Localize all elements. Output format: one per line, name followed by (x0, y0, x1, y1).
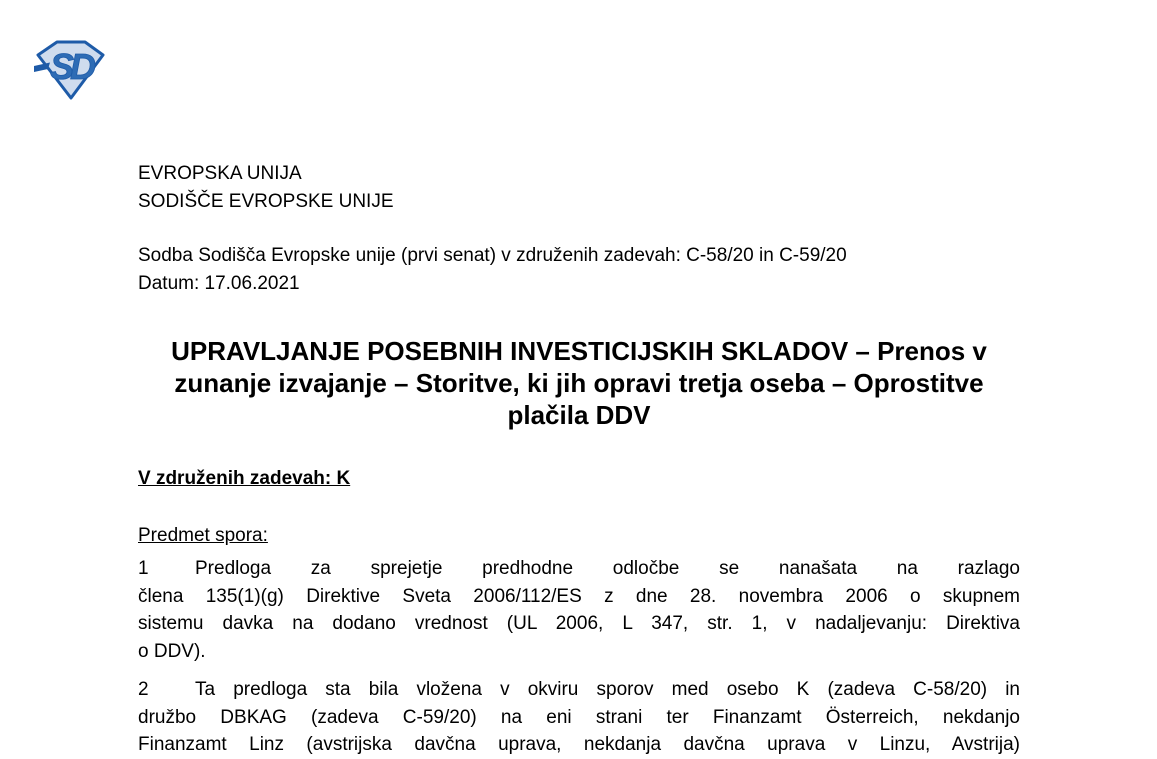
judgment-reference-line: Sodba Sodišča Evropske unije (prvi senat) v združenih zadevah: C-58/20 in C-59/20 (138, 245, 847, 266)
judgment-title (138, 335, 1020, 431)
paragraph-2-line-1 (138, 676, 1020, 704)
paragraph-1-number: 1 (138, 558, 149, 579)
subject-heading (138, 522, 1020, 550)
paragraph-2-line-3: Finanzamt Linz (avstrijska davčna uprava, nekdanja davčna uprava v Linzu, Avstrija) (138, 734, 1020, 755)
paragraph-1-line-3: sistemu davka na dodano vrednost (UL 2006, L 347, str. 1, v nadaljevanju: Direktiva (138, 613, 1020, 634)
sd-shield-logo (33, 38, 108, 100)
paragraph-2-number: 2 (138, 679, 149, 700)
institution-line-eu: EVROPSKA UNIJA (138, 163, 302, 184)
paragraph-2 (138, 676, 1020, 759)
paragraph-1 (138, 555, 1020, 665)
paragraph-1-line-2: člena 135(1)(g) Direktive Sveta 2006/112/ES z dne 28. novembra 2006 o skupnem (138, 585, 1020, 607)
speed-line (34, 63, 50, 73)
joined-cases-heading-text: V združenih zadevah: K (138, 468, 351, 489)
paragraph-2-line-1-text: Ta predloga sta bila vložena v okviru sporov med osebo K (zadeva C-58/20) in (195, 679, 1020, 700)
institution-header (138, 160, 1020, 215)
judgment-title-line-1: UPRAVLJANJE POSEBNIH INVESTICIJSKIH SKLADOV – Prenos v (171, 336, 987, 366)
judgment-title-line-2: zunanje izvajanje – Storitve, ki jih opravi tretja oseba – Oprostitve (174, 368, 984, 398)
subject-heading-text: Predmet spora: (138, 525, 268, 546)
case-info (138, 242, 1020, 297)
institution-line-court: SODIŠČE EVROPSKE UNIJE (138, 190, 394, 212)
judgment-title-line-3: plačila DDV (507, 400, 651, 430)
paragraph-1-line-4: o DDV). (138, 640, 206, 662)
sd-shield-icon (33, 38, 108, 100)
logo-letters: SD (49, 46, 93, 87)
paragraph-2-line-2: družbo DBKAG (zadeva C-59/20) na eni strani ter Finanzamt Österreich, nekdanjo (138, 706, 1020, 728)
paragraph-1-line-1-text: Predloga za sprejetje predhodne odločbe se nanašata na razlago (195, 558, 1020, 579)
judgment-date-line: Datum: 17.06.2021 (138, 272, 300, 294)
joined-cases-heading (138, 465, 1020, 493)
paragraph-1-line-1 (138, 555, 1020, 583)
